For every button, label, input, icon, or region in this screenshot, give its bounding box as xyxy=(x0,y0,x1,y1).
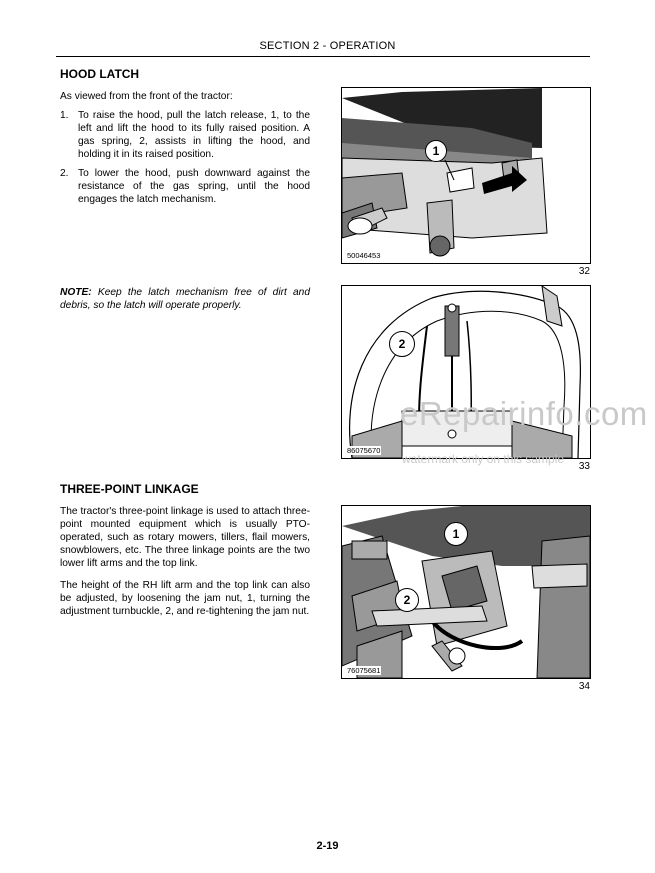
section-header: SECTION 2 - OPERATION xyxy=(259,40,396,52)
step-text: To raise the hood, pull the latch release, 1, to the left and lift the hood to its fully raised position. A gas spring, 2, assists in lifting the hood, and holding it in its raised position. xyxy=(78,110,310,160)
note-label: NOTE: xyxy=(60,287,92,298)
hood-step-1 xyxy=(60,109,310,164)
figure-three-point-linkage xyxy=(341,505,591,679)
hood-latch-illustration xyxy=(342,88,590,263)
hood-latch-intro: As viewed from the front of the tractor: xyxy=(60,91,233,102)
header-rule xyxy=(56,56,590,57)
callout-1: 1 xyxy=(444,522,468,546)
note-paragraph xyxy=(60,286,310,312)
three-point-para-2: The height of the RH lift arm and the top link can also be adjusted, by loosening the jam nut, 1, turning the adjustment turnbuckle, 2, and re-tightening the jam nut. xyxy=(60,580,310,617)
step-text: To lower the hood, push downward against the resistance of the gas spring, until the hood engages the latch mechanism. xyxy=(78,168,310,205)
figure-code: 50046453 xyxy=(347,251,381,260)
figure-code: 76075681 xyxy=(347,666,381,675)
figure-code: 86075670 xyxy=(347,446,381,455)
three-point-para-1: The tractor's three-point linkage is used to attach three-point mounted equipment which is usually PTO-operated, such as rotary mowers, tillers, flail mowers, snowblowers, etc. The three linkage points are the two lower lift arms and the top link. xyxy=(60,506,310,569)
callout-2: 2 xyxy=(389,331,415,357)
hood-latch-heading: HOOD LATCH xyxy=(60,67,140,81)
watermark-subtext: watermark only on this sample xyxy=(402,452,565,466)
three-point-heading: THREE-POINT LINKAGE xyxy=(60,482,199,496)
figure-number-33: 33 xyxy=(578,461,590,472)
watermark-text: eRepairinfo.com xyxy=(400,395,648,432)
step-number: 2. xyxy=(60,168,69,179)
figure-number-32: 32 xyxy=(578,266,590,277)
note-text: Keep the latch mechanism free of dirt and debris, so the latch will operate properly. xyxy=(60,287,310,311)
page-number: 2-19 xyxy=(316,840,339,852)
callout-1: 1 xyxy=(425,140,447,162)
hood-step-2 xyxy=(60,167,310,209)
figure-number-34: 34 xyxy=(578,681,590,692)
callout-2: 2 xyxy=(395,588,419,612)
figure-hood-latch xyxy=(341,87,591,264)
step-number: 1. xyxy=(60,110,69,121)
